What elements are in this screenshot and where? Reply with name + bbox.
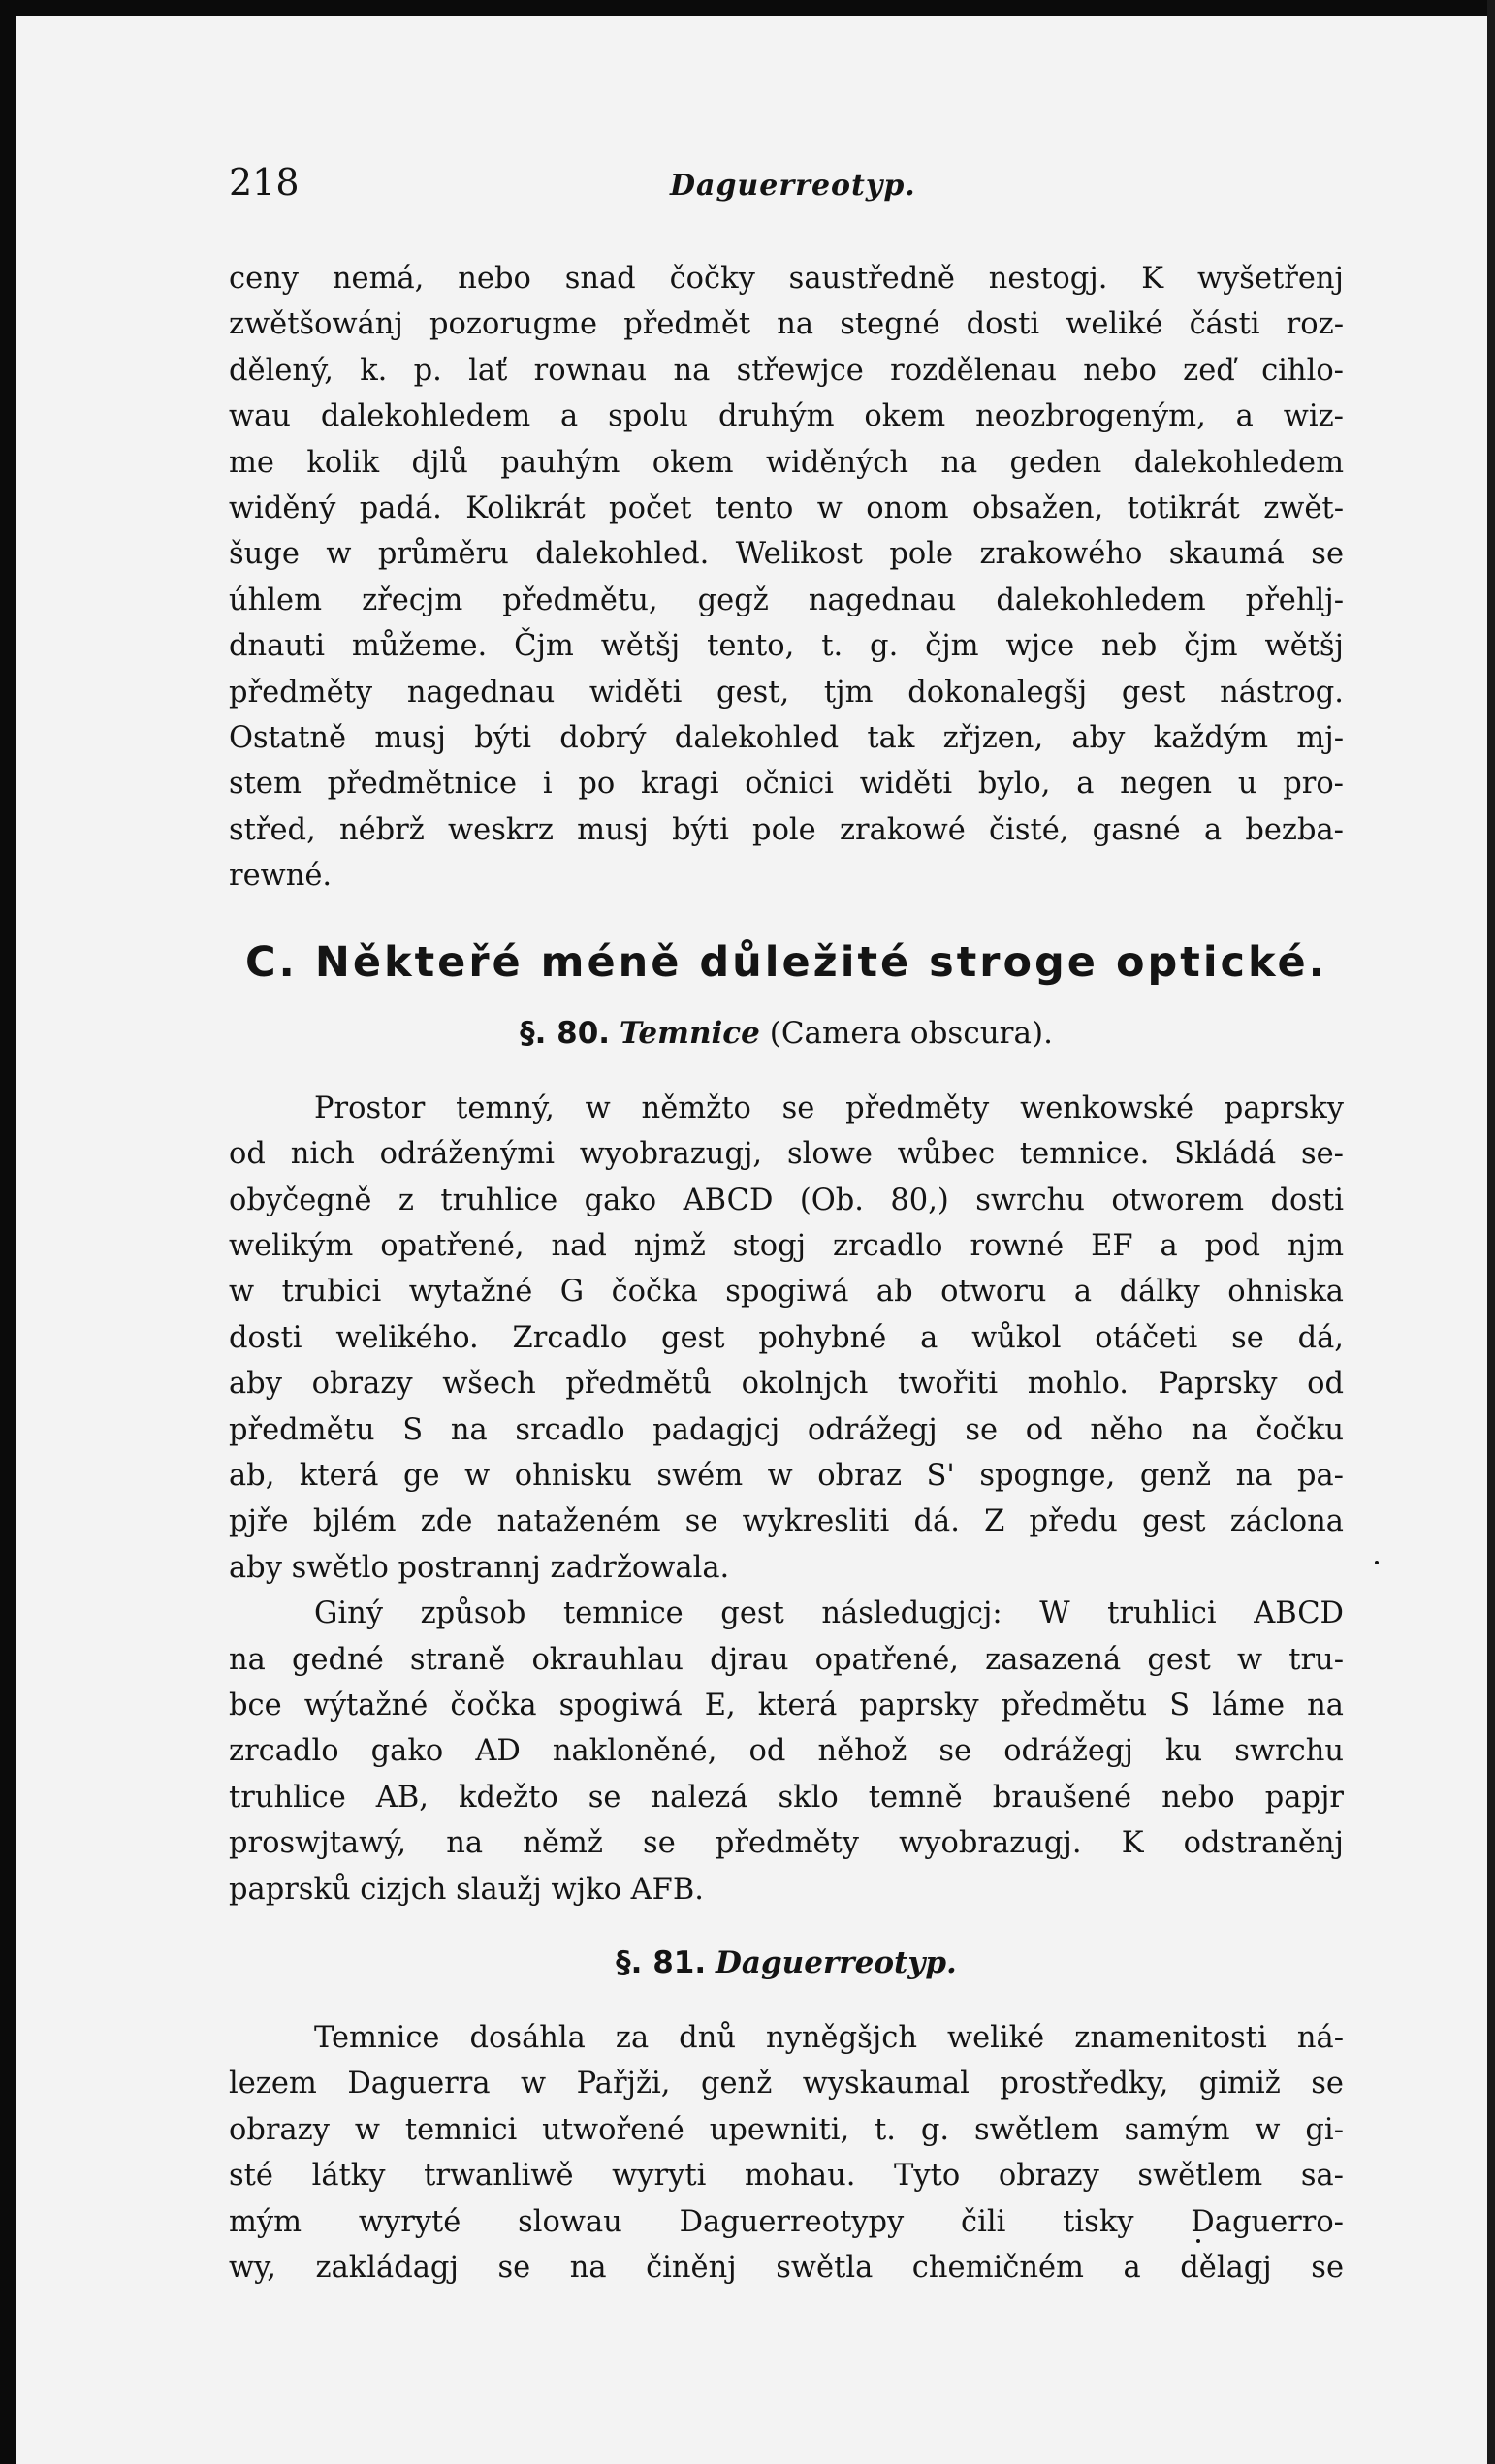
text-line: dnauti můžeme. Čjm wětšj tento, t. g. čjm wjce neb čjm wětšj <box>229 629 1344 664</box>
paragraph-80-body-1 <box>229 1086 1344 1591</box>
page-number: 218 <box>229 161 300 204</box>
text-line: mým wyryté slowau Daguerreotypy čili tisky Daguerro- <box>229 2204 1344 2239</box>
paragraph-80-title: Temnice <box>619 1015 760 1051</box>
margin-speck <box>1375 1561 1379 1564</box>
text-line: rewné. <box>229 859 333 894</box>
text-line: wau dalekohledem a spolu druhým okem neozbrogeným, a wiz- <box>229 399 1344 434</box>
text-line: sté látky trwanliwě wyryti mohau. Tyto obrazy swětlem sa- <box>229 2159 1344 2194</box>
margin-speck <box>1196 2239 1200 2243</box>
page-header <box>229 161 1344 209</box>
text-line: ceny nemá, nebo snad čočky saustředně nestogj. K wyšetřenj <box>229 262 1344 296</box>
text-line: na gedné straně okrauhlau djrau opatřené, zasazená gest w tru- <box>229 1642 1344 1677</box>
text-line: Prostor temný, w němžto se předměty wenkowské paprsky <box>314 1090 1344 1125</box>
text-line: předměty nagednau widěti gest, tjm dokonalegšj gest nástrog. <box>229 675 1344 710</box>
text-line: pjře bjlém zde nataženém se wykresliti dá. Z předu gest záclona <box>229 1504 1344 1539</box>
text-line: zrcadlo gako AD nakloněné, od něhož se odrážegj ku swrchu <box>229 1734 1344 1769</box>
intro-paragraph <box>229 256 1344 900</box>
page-content <box>229 161 1344 2390</box>
text-line: od nich odráženými wyobrazugj, slowe wůbec temnice. Skládá se- <box>229 1137 1344 1172</box>
text-line: Ostatně musj býti dobrý dalekohled tak zřjzen, aby každým mj- <box>229 721 1344 756</box>
text-line: me kolik djlů pauhým okem widěných na geden dalekohledem <box>229 445 1344 480</box>
text-line: šuge w průměru dalekohled. Welikost pole zrakowého skaumá se <box>229 537 1344 572</box>
scan-border-left <box>0 0 16 2464</box>
paragraph-80-subtitle: (Camera obscura). <box>769 1015 1053 1051</box>
text-line: w trubici wytažné G čočka spogiwá ab otworu a dálky ohniska <box>229 1275 1344 1310</box>
paragraph-81-title: Daguerreotyp. <box>716 1945 957 1980</box>
text-line: obrazy w temnici utwořené upewniti, t. g. swětlem samým w gi- <box>229 2112 1344 2147</box>
text-line: bce wýtažné čočka spogiwá E, která paprsky předmětu S láme na <box>229 1688 1344 1722</box>
paragraph-80-number: §. 80. <box>520 1015 611 1051</box>
text-line: aby obrazy wšech předmětů okolnjch twořiti mohlo. Paprsky od <box>229 1367 1344 1402</box>
text-line: úhlem zřecjm předmětu, gegž nagednau dalekohledem přehlj- <box>229 583 1344 617</box>
text-line: dělený, k. p. lať rownau na střewjce rozdělenau nebo zeď cihlo- <box>229 353 1344 388</box>
paragraph-81-number: §. 81. <box>616 1945 707 1980</box>
paragraph-80-heading <box>229 1016 1344 1051</box>
text-line: paprsků cizjch slaužj wjko AFB. <box>229 1872 704 1907</box>
text-line: dosti welikého. Zrcadlo gest pohybné a wůkol otáčeti se dá, <box>229 1320 1344 1355</box>
text-line: střed, nébrž weskrz musj býti pole zrakowé čisté, gasné a bezba- <box>229 812 1344 847</box>
text-line: welikým opatřené, nad njmž stogj zrcadlo rowné EF a pod njm <box>229 1228 1344 1263</box>
text-line: proswjtawý, na němž se předměty wyobrazugj. K odstraněnj <box>229 1826 1344 1861</box>
text-line: Temnice dosáhla za dnů nyněgšjch weliké znamenitosti ná- <box>314 2021 1344 2055</box>
text-line: aby swětlo postrannj zadržowala. <box>229 1550 730 1585</box>
scan-border-right <box>1487 0 1495 2464</box>
text-line: předmětu S na srcadlo padagjcj odrážegj se od něho na čočku <box>229 1412 1344 1447</box>
text-line: widěný padá. Kolikrát počet tento w onom obsažen, totikrát zwět- <box>229 491 1344 526</box>
page-sheet <box>16 16 1487 2464</box>
running-head: Daguerreotyp. <box>670 169 916 203</box>
text-line: wy, zakládagj se na činěnj swětla chemičném a dělagj se <box>229 2251 1344 2286</box>
text-line: truhlice AB, kdežto se nalezá sklo temně braušené nebo papjr <box>229 1780 1344 1815</box>
paragraph-81-heading <box>229 1945 1344 1980</box>
paragraph-80-body-2 <box>229 1591 1344 1912</box>
text-line: obyčegně z truhlice gako ABCD (Ob. 80,) swrchu otworem dosti <box>229 1183 1344 1217</box>
paragraph-81-body <box>229 2015 1344 2290</box>
section-heading: C. Někteřé méně důležité stroge optické. <box>245 937 1327 987</box>
scan-border-top <box>0 0 1495 16</box>
text-line: Giný způsob temnice gest následugjcj: W truhlici ABCD <box>314 1596 1344 1631</box>
text-line: lezem Daguerra w Pařjži, genž wyskaumal prostředky, gimiž se <box>229 2067 1344 2101</box>
text-line: ab, která ge w ohnisku swém w obraz S' spognge, genž na pa- <box>229 1458 1344 1493</box>
text-line: stem předmětnice i po kragi očnici widěti bylo, a negen u pro- <box>229 767 1344 802</box>
text-line: zwětšowánj pozorugme předmět na stegné dosti weliké části roz- <box>229 307 1344 342</box>
